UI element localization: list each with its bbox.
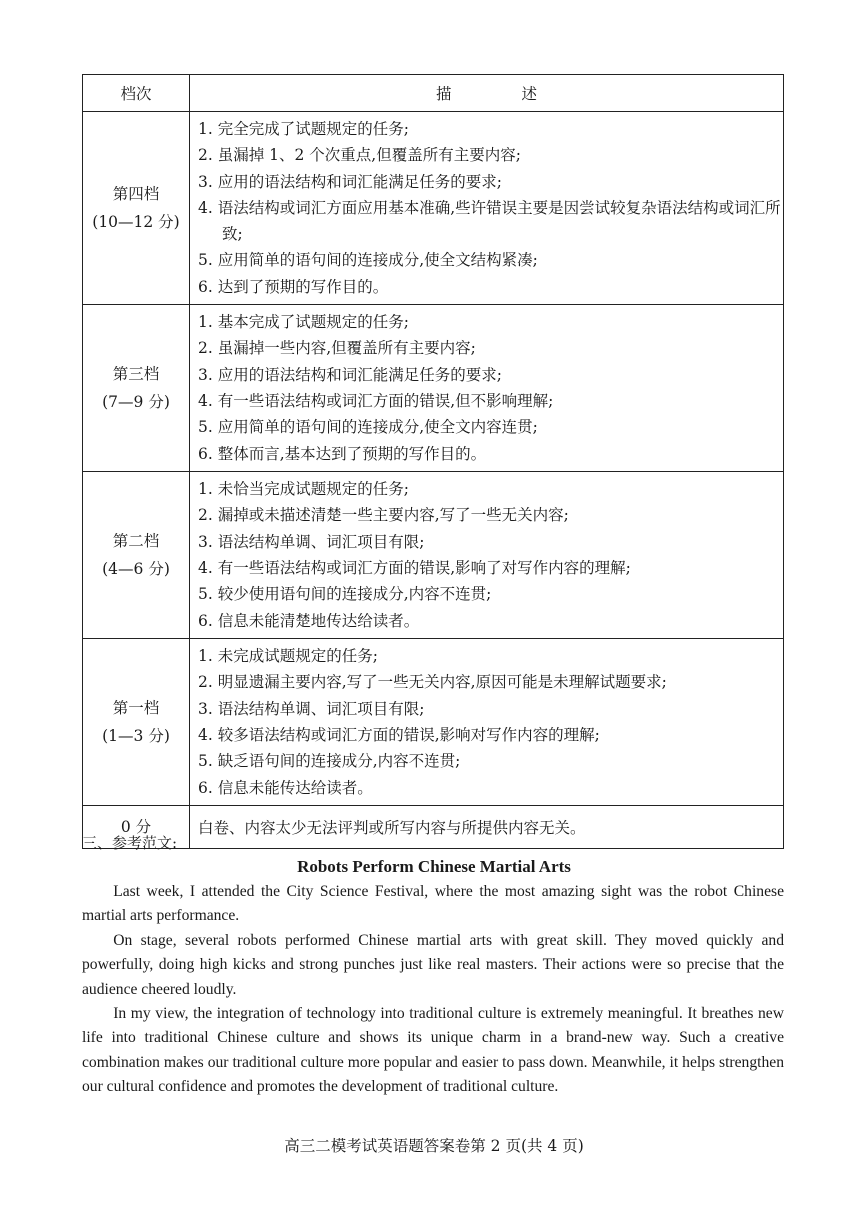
criterion-item: 5. 较少使用语句间的连接成分,内容不连贯; (198, 585, 492, 604)
level-range: (10—12 分) (92, 213, 180, 232)
criterion-item: 2. 虽漏掉 1、2 个次重点,但覆盖所有主要内容; (198, 146, 521, 165)
criterion-item: 2. 漏掉或未描述清楚一些主要内容,写了一些无关内容; (198, 506, 569, 525)
level-name: 第二档 (112, 532, 160, 551)
table-row (83, 305, 784, 472)
criterion-item: 2. 虽漏掉一些内容,但覆盖所有主要内容; (198, 339, 476, 358)
criterion-item: 4. 有一些语法结构或词汇方面的错误,但不影响理解; (198, 392, 554, 411)
level-cell (83, 639, 190, 806)
criterion-item: 2. 明显遗漏主要内容,写了一些无关内容,原因可能是未理解试题要求; (198, 673, 667, 692)
model-essay (82, 880, 784, 1100)
essay-paragraph: Last week, I attended the City Science Festival, where the most amazing sight was the robot Chinese martial arts performance. (82, 883, 784, 925)
header-desc-left: 描 (435, 85, 452, 103)
level-cell (83, 305, 190, 472)
criterion-item: 3. 语法结构单调、词汇项目有限; (198, 532, 425, 551)
criterion-item: 4. 较多语法结构或词汇方面的错误,影响对写作内容的理解; (198, 726, 600, 745)
criterion-item: 1. 未恰当完成试题规定的任务; (198, 480, 409, 499)
criterion-item: 5. 应用简单的语句间的连接成分,使全文内容连贯; (198, 418, 538, 437)
criterion-item: 3. 语法结构单调、词汇项目有限; (198, 699, 425, 718)
level-name: 第三档 (112, 365, 160, 384)
level-range: (1—3 分) (102, 727, 170, 746)
criterion-item: 6. 信息未能传达给读者。 (198, 778, 373, 797)
criterion-item: 6. 达到了预期的写作目的。 (198, 277, 389, 296)
criterion-item: 4. 有一些语法结构或词汇方面的错误,影响了对写作内容的理解; (198, 559, 631, 578)
level-name: 第四档 (112, 185, 160, 204)
table-row (83, 112, 784, 305)
level-cell (83, 112, 190, 305)
table-header-row (83, 75, 784, 112)
header-desc-right: 述 (521, 85, 538, 103)
level-name: 0 分 (120, 818, 152, 837)
section-label: 三、参考范文: (82, 834, 178, 852)
criterion-item: 3. 应用的语法结构和词汇能满足任务的要求; (198, 172, 502, 191)
criterion-item: 3. 应用的语法结构和词汇能满足任务的要求; (198, 365, 502, 384)
table-row (83, 472, 784, 639)
criterion-item: 4. 语法结构或词汇方面应用基本准确,些许错误主要是因尝试较复杂语法结构或词汇所致; (198, 198, 781, 244)
page-footer: 高三二模考试英语题答案卷第 2 页(共 4 页) (284, 1137, 584, 1155)
scoring-rubric-table (82, 74, 784, 849)
header-level: 档次 (83, 75, 190, 112)
criterion-item: 1. 基本完成了试题规定的任务; (198, 313, 409, 332)
description-cell (190, 112, 784, 305)
table-row (83, 639, 784, 806)
header-description (190, 75, 784, 112)
essay-paragraph: In my view, the integration of technology into traditional culture is extremely meaningful. It breathes new life into traditional Chinese culture and shows its unique charm in a brand-new way. Such a creative combination makes our traditional culture more popular and easier to pass down. Meanwhile, it helps strengthen our cultural confidence and promotes the development of traditional culture. (82, 1005, 784, 1096)
essay-title: Robots Perform Chinese Martial Arts (297, 857, 571, 876)
level-range: (7—9 分) (102, 393, 170, 412)
table-row (83, 806, 784, 849)
criterion-text: 白卷、内容太少无法评判或所写内容与所提供内容无关。 (198, 819, 586, 838)
criterion-item: 6. 信息未能清楚地传达给读者。 (198, 611, 420, 630)
level-range: (4—6 分) (102, 560, 170, 579)
level-name: 第一档 (112, 699, 160, 718)
description-cell (190, 639, 784, 806)
criterion-item: 6. 整体而言,基本达到了预期的写作目的。 (198, 444, 487, 463)
essay-paragraph: On stage, several robots performed Chinese martial arts with great skill. They moved quickly and powerfully, doing high kicks and strong punches just like real masters. Their actions were so precise that the audience cheered loudly. (82, 931, 784, 998)
description-cell (190, 806, 784, 849)
criterion-item: 5. 应用简单的语句间的连接成分,使全文结构紧凑; (198, 251, 538, 270)
criterion-item: 5. 缺乏语句间的连接成分,内容不连贯; (198, 752, 461, 771)
level-cell (83, 472, 190, 639)
description-cell (190, 472, 784, 639)
criterion-item: 1. 完全完成了试题规定的任务; (198, 120, 409, 138)
criterion-item: 1. 未完成试题规定的任务; (198, 647, 378, 666)
description-cell (190, 305, 784, 472)
